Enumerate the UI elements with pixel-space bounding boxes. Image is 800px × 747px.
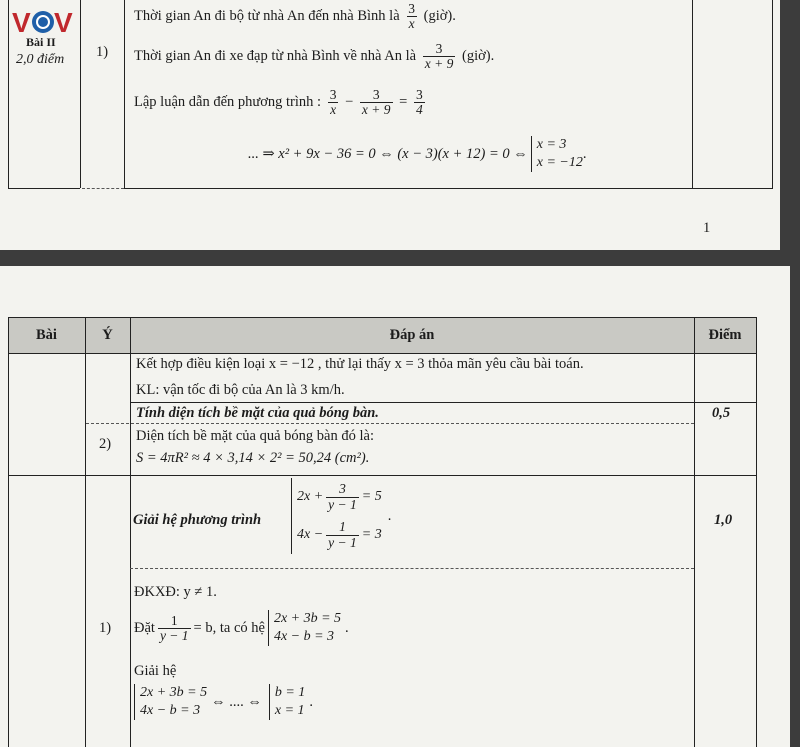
bai-points: 2,0 điểm xyxy=(16,52,65,67)
condition-line: Kết hợp điều kiện loại x = −12 , thử lại thấy x = 3 thỏa mãn yêu cầu bài toán. xyxy=(136,356,584,372)
solution-line: ... ⇒ x² + 9x − 36 = 0 ⇔ (x − 3)(x + 12) = 0 ⇔ x = 3 x = −12 . xyxy=(248,136,587,172)
substitution-line: Đặt $\frac{1}{y - 1}$ = b, ta có hệ 2x + 3b = 5 4x − b = 3 . xyxy=(134,610,349,646)
header-dap-an: Đáp án xyxy=(389,327,435,343)
page-number: 1 xyxy=(703,220,711,236)
surface-area-formula: S = 4πR² ≈ 4 × 3,14 × 2² = 50,24 (cm²). xyxy=(136,450,370,466)
solve-system: 2x + 3b = 5 4x − b = 3 ⇔ .... ⇔ b = 1 x = 1 . xyxy=(134,684,313,720)
system-equations: 2x + $\frac{3}{y - 1}$ = 5 4x − $\frac{1}{y - 1}$ = 3 . xyxy=(288,478,391,554)
answer-page-2 xyxy=(0,266,790,747)
surface-area-points: 0,5 xyxy=(712,405,731,421)
dkxd-line: ĐKXĐ: y ≠ 1. xyxy=(134,584,217,600)
answer-page-1 xyxy=(0,0,780,250)
surface-area-title: Tính diện tích bề mặt của quả bóng bàn. xyxy=(136,405,379,421)
y-label-3: 1) xyxy=(99,620,112,636)
bike-time-line: Thời gian An đi xe đạp từ nhà Bình về nhà An là $\frac{3}{x + 9}$ (giờ). xyxy=(134,41,495,72)
equation-line: Lập luận dẫn đến phương trình : $\frac{3}{x}$ − $\frac{3}{x + 9}$ = $\frac{3}{4}$ xyxy=(134,87,423,118)
system-title: Giải hệ phương trình xyxy=(133,512,262,528)
solve-label: Giải hệ xyxy=(134,663,177,679)
surface-area-intro: Diện tích bề mặt của quả bóng bàn đó là: xyxy=(136,428,374,444)
y-label-2: 2) xyxy=(99,436,112,452)
svg-text:V: V xyxy=(12,7,31,38)
header-diem: Điểm xyxy=(708,327,742,343)
header-bai: Bài xyxy=(36,327,57,343)
conclusion-line: KL: vận tốc đi bộ của An là 3 km/h. xyxy=(136,382,345,398)
header-y: Ý xyxy=(102,327,113,343)
solution-bracket: x = 3 x = −12 xyxy=(531,136,583,172)
svg-text:V: V xyxy=(54,7,73,38)
walk-time-line: Thời gian An đi bộ từ nhà An đến nhà Bình là $\frac{3}{x}$ (giờ). xyxy=(134,1,456,32)
table-header xyxy=(8,317,756,354)
bai-label: Bài II xyxy=(26,35,56,49)
y-label: 1) xyxy=(96,44,109,60)
system-points: 1,0 xyxy=(714,512,733,528)
